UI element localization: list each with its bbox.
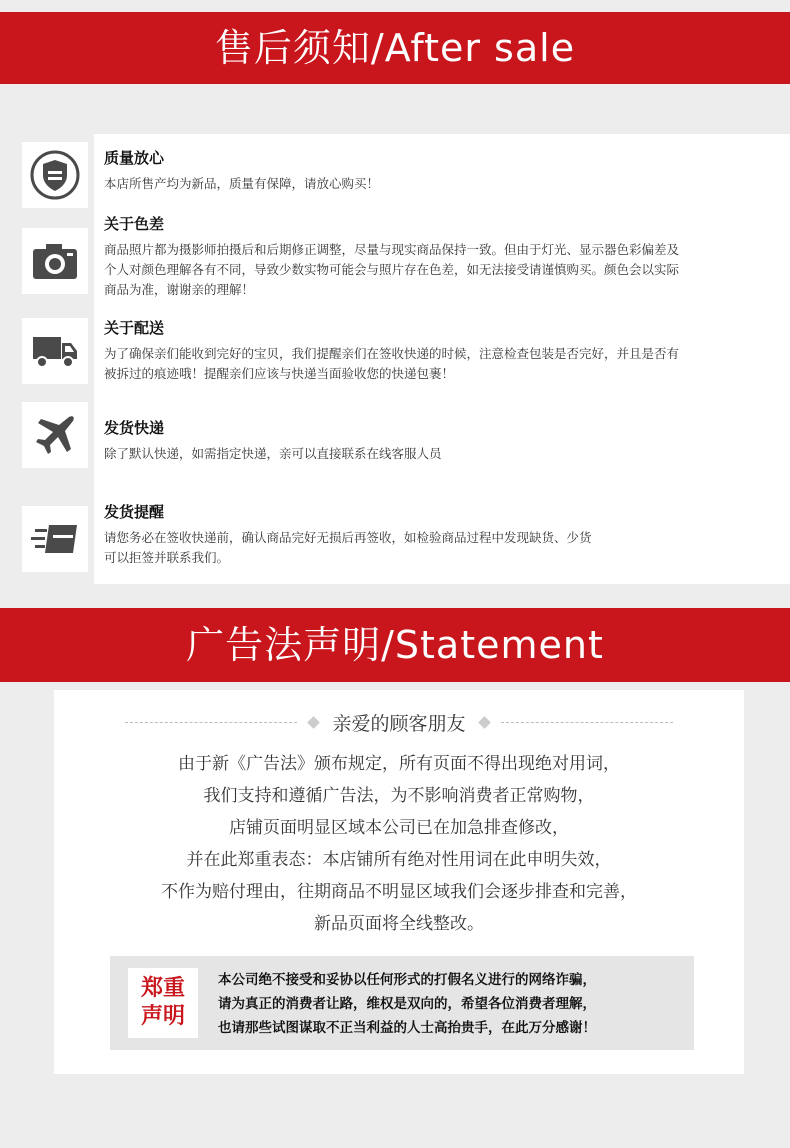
solemn-notice-box [110, 956, 694, 1050]
notice-line: 本公司绝不接受和妥协以任何形式的打假名义进行的网络诈骗， [218, 972, 596, 988]
notice-line: 商品为准，谢谢亲的理解！ [104, 282, 255, 297]
statement-body [54, 748, 744, 940]
notice-title: 发货提醒 [104, 503, 165, 521]
box-speed-icon [22, 506, 88, 572]
notice-line: 为了确保亲们能收到完好的宝贝，我们提醒亲们在签收快递的时候，注意检查包装是否完好，并且是否有 [104, 346, 680, 361]
notice-line: 也请那些试图谋取不正当利益的人士高抬贵手，在此万分感谢！ [218, 1020, 596, 1036]
seal-line: 郑重 [140, 976, 185, 1001]
statement-line: 我们支持和遵循广告法，为不影响消费者正常购物， [203, 786, 595, 806]
notice-title: 发货快递 [104, 419, 165, 437]
statement-line: 店铺页面明显区域本公司已在加急排查修改， [229, 818, 569, 838]
statement-line: 新品页面将全线整改。 [314, 914, 484, 934]
dashed-divider [501, 722, 673, 723]
dashed-divider [125, 722, 297, 723]
statement-banner [0, 608, 790, 682]
greeting-text: 亲爱的顾客朋友 [332, 712, 466, 735]
notice-title: 质量放心 [104, 149, 165, 167]
shield-icon [22, 142, 88, 208]
notice-line: 被拆过的痕迹哦！提醒亲们应该与快递当面验收您的快递包裹！ [104, 366, 455, 381]
notice-line: 可以拒签并联系我们。 [104, 550, 230, 565]
notice-line: 本店所售产均为新品，质量有保障，请放心购买！ [104, 176, 380, 191]
notice-line: 商品照片都为摄影师拍摄后和后期修正调整，尽量与现实商品保持一致。但由于灯光、显示器色彩偏差及 [104, 242, 680, 257]
statement-title: 广告法声明/Statement [186, 623, 604, 667]
notice-line: 个人对颜色理解各有不同，导致少数实物可能会与照片存在色差，如无法接受请谨慎购买。颜色会以实际 [104, 262, 680, 277]
notice-title: 关于色差 [104, 215, 165, 233]
notice-line: 请您务必在签收快递前，确认商品完好无损后再签收，如检验商品过程中发现缺货、少货 [104, 530, 592, 545]
notice-line: 请为真正的消费者让路，维权是双向的，希望各位消费者理解， [218, 996, 596, 1012]
airplane-icon [22, 402, 88, 468]
notice-text [218, 968, 688, 1040]
statement-panel [54, 690, 744, 1074]
diamond-icon [308, 716, 321, 729]
camera-icon [22, 228, 88, 294]
truck-icon [22, 318, 88, 384]
statement-line: 不作为赔付理由，往期商品不明显区域我们会逐步排查和完善， [161, 882, 637, 902]
after-sale-title: 售后须知/After sale [214, 26, 576, 70]
notice-title: 关于配送 [104, 319, 165, 337]
solemn-statement-seal [128, 968, 198, 1038]
greeting-row [54, 708, 744, 736]
after-sale-banner [0, 12, 790, 84]
diamond-icon [478, 716, 491, 729]
seal-line: 声明 [140, 1004, 185, 1029]
statement-line: 并在此郑重表态：本店铺所有绝对性用词在此申明失效， [186, 850, 612, 870]
statement-line: 由于新《广告法》颁布规定，所有页面不得出现绝对用词， [178, 754, 620, 774]
notice-line: 除了默认快递，如需指定快递，亲可以直接联系在线客服人员 [104, 446, 442, 461]
